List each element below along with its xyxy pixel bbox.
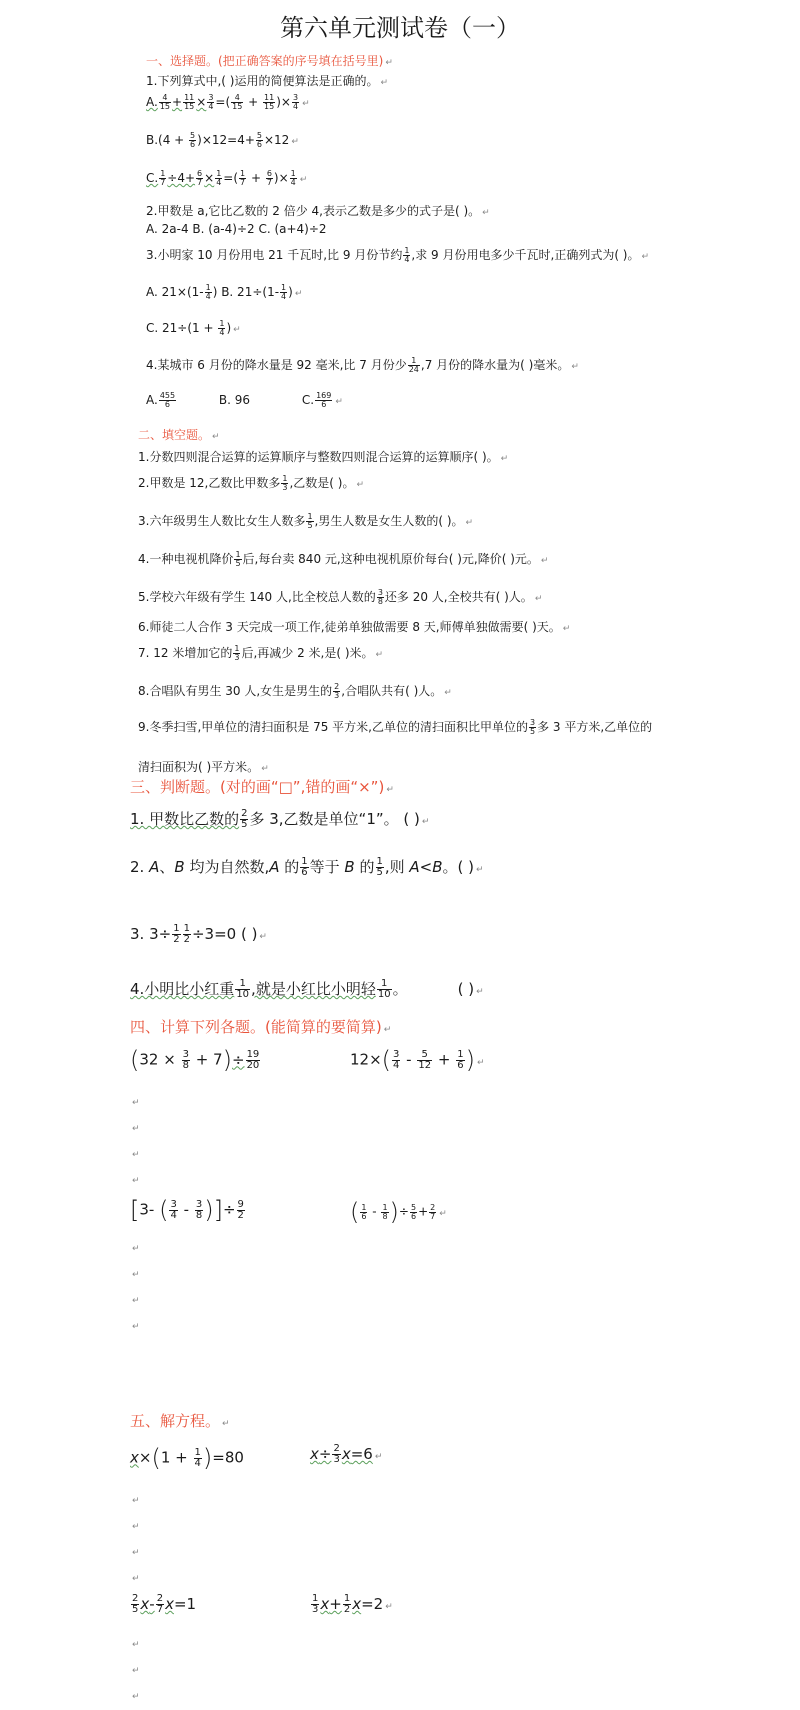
paragraph-mark: ↵ bbox=[132, 1496, 140, 1506]
s5-equation-1: x×(1 + $\frac{1}{4}$ )=80 bbox=[130, 1444, 244, 1472]
paragraph-mark: ↵ bbox=[132, 1098, 140, 1108]
s1-q4-stem: 4.某城市 6 月份的降水量是 92 毫米,比 7 月份少 $\frac{1}{24}$ ,7 月份的降水量为( )毫米。 ↵ bbox=[146, 356, 579, 374]
section-2-header: 二、填空题。 ↵ bbox=[138, 428, 220, 442]
paragraph-mark: ↵ bbox=[132, 1270, 140, 1280]
paragraph-mark: ↵ bbox=[132, 1548, 140, 1558]
s4-expression-2: 12×( $\frac{3}{4}$ - $\frac{5}{12}$ + $\frac{1}{6}$ ) ↵ bbox=[350, 1046, 485, 1074]
paragraph-mark: ↵ bbox=[132, 1666, 140, 1676]
s2-q9: 9.冬季扫雪,甲单位的清扫面积是 75 平方米,乙单位的清扫面积比甲单位的 $\frac{3}{5}$ 多 3 平方米,乙单位的 bbox=[138, 718, 653, 736]
s1-q1-option-b: B.(4 + $\frac{5}{6}$ )×12=4+ $\frac{5}{6}$ ×12 ↵ bbox=[146, 131, 299, 149]
paragraph-mark: ↵ bbox=[132, 1244, 140, 1254]
s1-q3-stem: 3.小明家 10 月份用电 21 千瓦时,比 9 月份节约 $\frac{1}{4}$ ,求 9 月份用电多少千瓦时,正确列式为( )。 ↵ bbox=[146, 246, 650, 264]
s1-q1-stem: 1.下列算式中,( )运用的简便算法是正确的。 ↵ bbox=[146, 74, 388, 88]
s2-q2: 2.甲数是 12,乙数比甲数多 $\frac{1}{3}$ ,乙数是( )。 ↵ bbox=[138, 474, 364, 492]
paragraph-mark: ↵ bbox=[132, 1322, 140, 1332]
section-1-header: 一、选择题。(把正确答案的序号填在括号里) ↵ bbox=[146, 54, 393, 68]
section-3-header: 三、判断题。(对的画“□”,错的画“×”) ↵ bbox=[130, 778, 394, 796]
paragraph-mark: ↵ bbox=[132, 1176, 140, 1186]
paragraph-mark: ↵ bbox=[132, 1124, 140, 1134]
s2-q1: 1.分数四则混合运算的运算顺序与整数四则混合运算的运算顺序( )。 ↵ bbox=[138, 450, 509, 464]
s1-q1-option-a: A. $\frac{4}{15}$ + $\frac{11}{15}$ × $\frac{3}{4}$ =( $\frac{4}{15}$ + $\frac{11}{15}$ )× $\frac{3}{4}$ ↵ bbox=[146, 93, 310, 111]
paragraph-mark: ↵ bbox=[132, 1574, 140, 1584]
s1-q2-options: A. 2a-4 B. (a-4)÷2 C. (a+4)÷2 bbox=[146, 222, 327, 236]
s2-q5: 5.学校六年级有学生 140 人,比全校总人数的 $\frac{3}{8}$ 还多 20 人,全校共有( )人。 ↵ bbox=[138, 588, 543, 606]
s5-equation-2: x÷ $\frac{2}{3}$ x=6 ↵ bbox=[310, 1443, 383, 1465]
s3-q1: 1. 甲数比乙数的 $\frac{2}{5}$ 多 3,乙数是单位“1”。 ( ) ↵ bbox=[130, 808, 430, 830]
s3-q3: 3. 3÷ $\frac{1}{2}$ $\frac{1}{2}$ ÷3=0 ( ) ↵ bbox=[130, 923, 267, 945]
s1-q3-option-c: C. 21÷(1 + $\frac{1}{4}$ ) ↵ bbox=[146, 319, 241, 337]
paragraph-mark: ↵ bbox=[132, 1150, 140, 1160]
s1-q1-option-c: C. $\frac{1}{7}$ ÷4+ $\frac{6}{7}$ × $\frac{1}{4}$ =( $\frac{1}{7}$ + $\frac{6}{7}$ )× $\frac{1}{4}$ ↵ bbox=[146, 169, 308, 187]
s2-q4: 4.一种电视机降价 $\frac{1}{5}$ 后,每台卖 840 元,这种电视机原价每台( )元,降价( )元。 ↵ bbox=[138, 550, 549, 568]
s2-q9-continued: 清扫面积为( )平方米。 ↵ bbox=[138, 760, 269, 774]
paragraph-mark: ↵ bbox=[132, 1692, 140, 1702]
s3-q2: 2. A、B 均为自然数,A 的 $\frac{1}{6}$ 等于 B 的 $\frac{1}{5}$ ,则 A<B。( ) ↵ bbox=[130, 856, 484, 878]
section-4-header: 四、计算下列各题。(能简算的要简算) ↵ bbox=[130, 1018, 392, 1036]
s4-expression-3: [3- ( $\frac{3}{4}$ - $\frac{3}{8}$ )]÷ $\frac{9}{2}$ bbox=[130, 1196, 244, 1224]
s4-expression-4: ( $\frac{1}{6}$ - $\frac{1}{8}$ )÷ $\frac{5}{6}$ + $\frac{2}{7}$ ↵ bbox=[350, 1198, 447, 1226]
s2-q3: 3.六年级男生人数比女生人数多 $\frac{1}{5}$ ,男生人数是女生人数的( )。 ↵ bbox=[138, 512, 474, 530]
s1-q4-options: A. $\frac{455}{6}$ B. 96 C. $\frac{169}{6}$ ↵ bbox=[146, 391, 343, 409]
s2-q6: 6.师徒二人合作 3 天完成一项工作,徒弟单独做需要 8 天,师傅单独做需要( )天。 ↵ bbox=[138, 620, 571, 634]
s2-q7: 7. 12 米增加它的 $\frac{1}{3}$ 后,再减少 2 米,是( )米。 ↵ bbox=[138, 644, 384, 662]
section-5-header: 五、解方程。 ↵ bbox=[130, 1412, 230, 1430]
page-title: 第六单元测试卷（一） bbox=[280, 14, 520, 42]
s5-equation-3: $\frac{2}{5}$ x- $\frac{2}{7}$ x=1 bbox=[132, 1593, 197, 1615]
s5-equation-4: $\frac{1}{3}$ x+ $\frac{1}{2}$ x=2 ↵ bbox=[312, 1593, 393, 1615]
paragraph-mark: ↵ bbox=[132, 1640, 140, 1650]
s1-q3-options-ab: A. 21×(1- $\frac{1}{4}$ ) B. 21÷(1- $\frac{1}{4}$ ) ↵ bbox=[146, 283, 303, 301]
paragraph-mark: ↵ bbox=[132, 1522, 140, 1532]
s3-q4: 4.小明比小红重 $\frac{1}{10}$ ,就是小红比小明轻 $\frac{1}{10}$ 。 ( ) ↵ bbox=[130, 978, 484, 1000]
s1-q2-stem: 2.甲数是 a,它比乙数的 2 倍少 4,表示乙数是多少的式子是( )。 ↵ bbox=[146, 204, 490, 218]
s4-expression-1: (32 × $\frac{3}{8}$ + 7)÷ $\frac{19}{20}$ bbox=[130, 1046, 260, 1074]
s2-q8: 8.合唱队有男生 30 人,女生是男生的 $\frac{2}{3}$ ,合唱队共有( )人。 ↵ bbox=[138, 682, 452, 700]
paragraph-mark: ↵ bbox=[132, 1296, 140, 1306]
